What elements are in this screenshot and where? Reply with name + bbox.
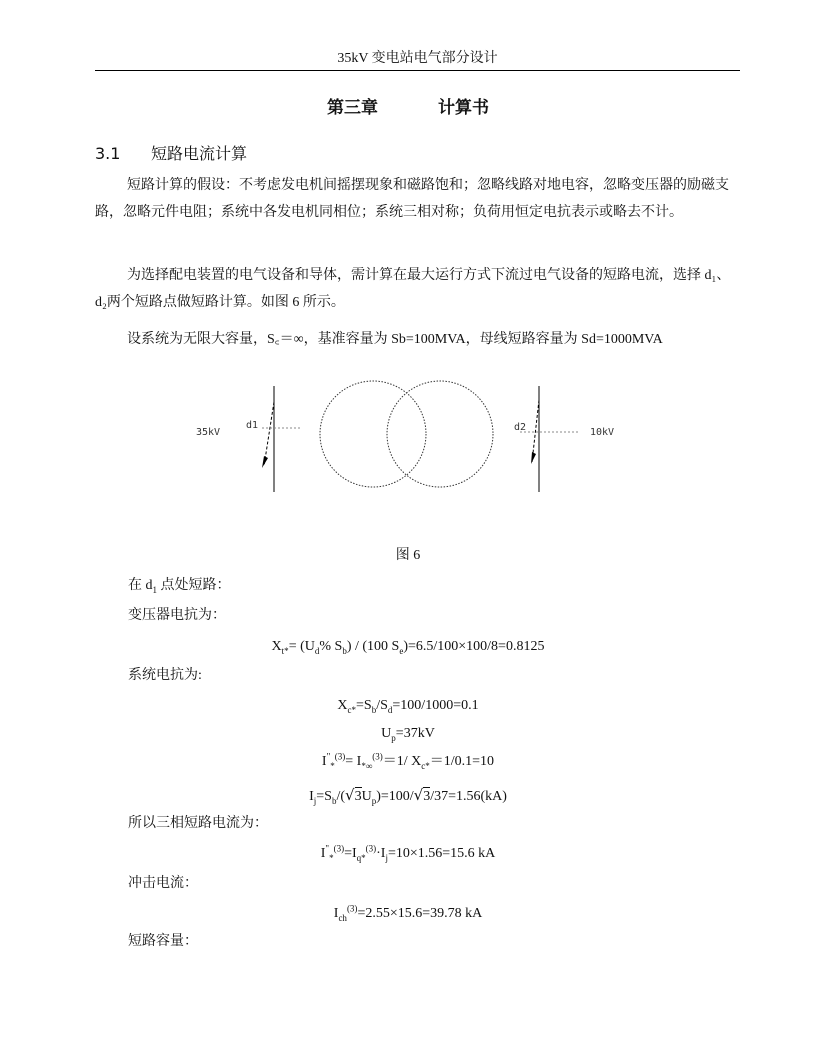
chapter-heading [0, 96, 816, 120]
header-rule [95, 70, 740, 71]
paragraph-system: 设系统为无限大容量，S꜀＝∞，基准容量为 Sb=100MVA，母线短路容量为 Sd=1000MVA [127, 332, 663, 347]
section-title: 短路电流计算 [151, 144, 248, 163]
d1-fault-intro: 在 $d_1$ 点处短路： [128, 578, 231, 595]
section-number: 3.1 [95, 144, 121, 163]
figure-caption: 图 6 [395, 548, 421, 563]
three-phase-current-label: 所以三相短路电流为： [128, 816, 268, 831]
eq-voltage: $U_p=37kV$ [381, 726, 435, 743]
chapter-number: 第三章 [327, 98, 378, 118]
eq-base-current: $I_j=S_b/(√3U_p)=100/√3/37=1.56(kA)$ [309, 786, 507, 806]
d2-arrow-head [531, 452, 536, 464]
transformer-secondary-winding [387, 381, 493, 487]
circuit-diagram [0, 380, 816, 500]
section-heading [95, 143, 247, 165]
label-d2: d2 [514, 422, 527, 433]
eq-system-reactance: $X_{c*}=S_b/S_d=100/1000=0.1$ [337, 698, 479, 715]
d1-fault-arrow [264, 402, 274, 466]
transformer-primary-winding [320, 381, 426, 487]
label-35kv: 35kV [196, 427, 221, 438]
impulse-current-label: 冲击电流： [128, 876, 198, 891]
transformer-reactance-label: 变压器电抗为： [128, 608, 226, 623]
chapter-title: 计算书 [438, 98, 489, 118]
paragraph-assumptions: 短路计算的假设：不考虑发电机间摇摆现象和磁路饱和；忽略线路对地电容，忽略变压器的励磁支路，忽略元件电阻；系统中各发电机同相位；系统三相对称；负荷用恒定电抗表示或略去不计。 [95, 178, 729, 220]
eq-impulse-current: $I_{ch}^{(3)}=2.55\times 15.6=39.78$ kA [333, 903, 483, 923]
eq-three-phase-current: $I^"_*^{(3)}=I_{q*}^{(3)}\cdot I_j=10\times 1.56=15.6$ kA [320, 843, 496, 863]
eq-per-unit-current: $I^"_*^{(3)}= I_{*\infty}^{(3)}=1/$ $X_{c*}=1/0.1=10$ [321, 751, 495, 771]
label-d1: d1 [246, 420, 259, 431]
paragraph-purpose: 为选择配电装置的电气设备和导体，需计算在最大运行方式下流过电气设备的短路电流，选择 d₁、d₂两个短路点做短路计算。如图 6 所示。 [95, 268, 731, 310]
short-circuit-capacity-label: 短路容量： [128, 934, 198, 949]
label-10kv: 10kV [590, 427, 615, 438]
running-header: 35kV 变电站电气部分设计 [337, 51, 498, 66]
eq-transformer-reactance: $X_{t*}= (U_d\%$ $S_b) / (100$ $S_e)=6.5/100\times 100/8=0.8125$ [271, 639, 545, 656]
d1-arrow-head [262, 456, 268, 468]
system-reactance-label: 系统电抗为: [128, 668, 202, 683]
